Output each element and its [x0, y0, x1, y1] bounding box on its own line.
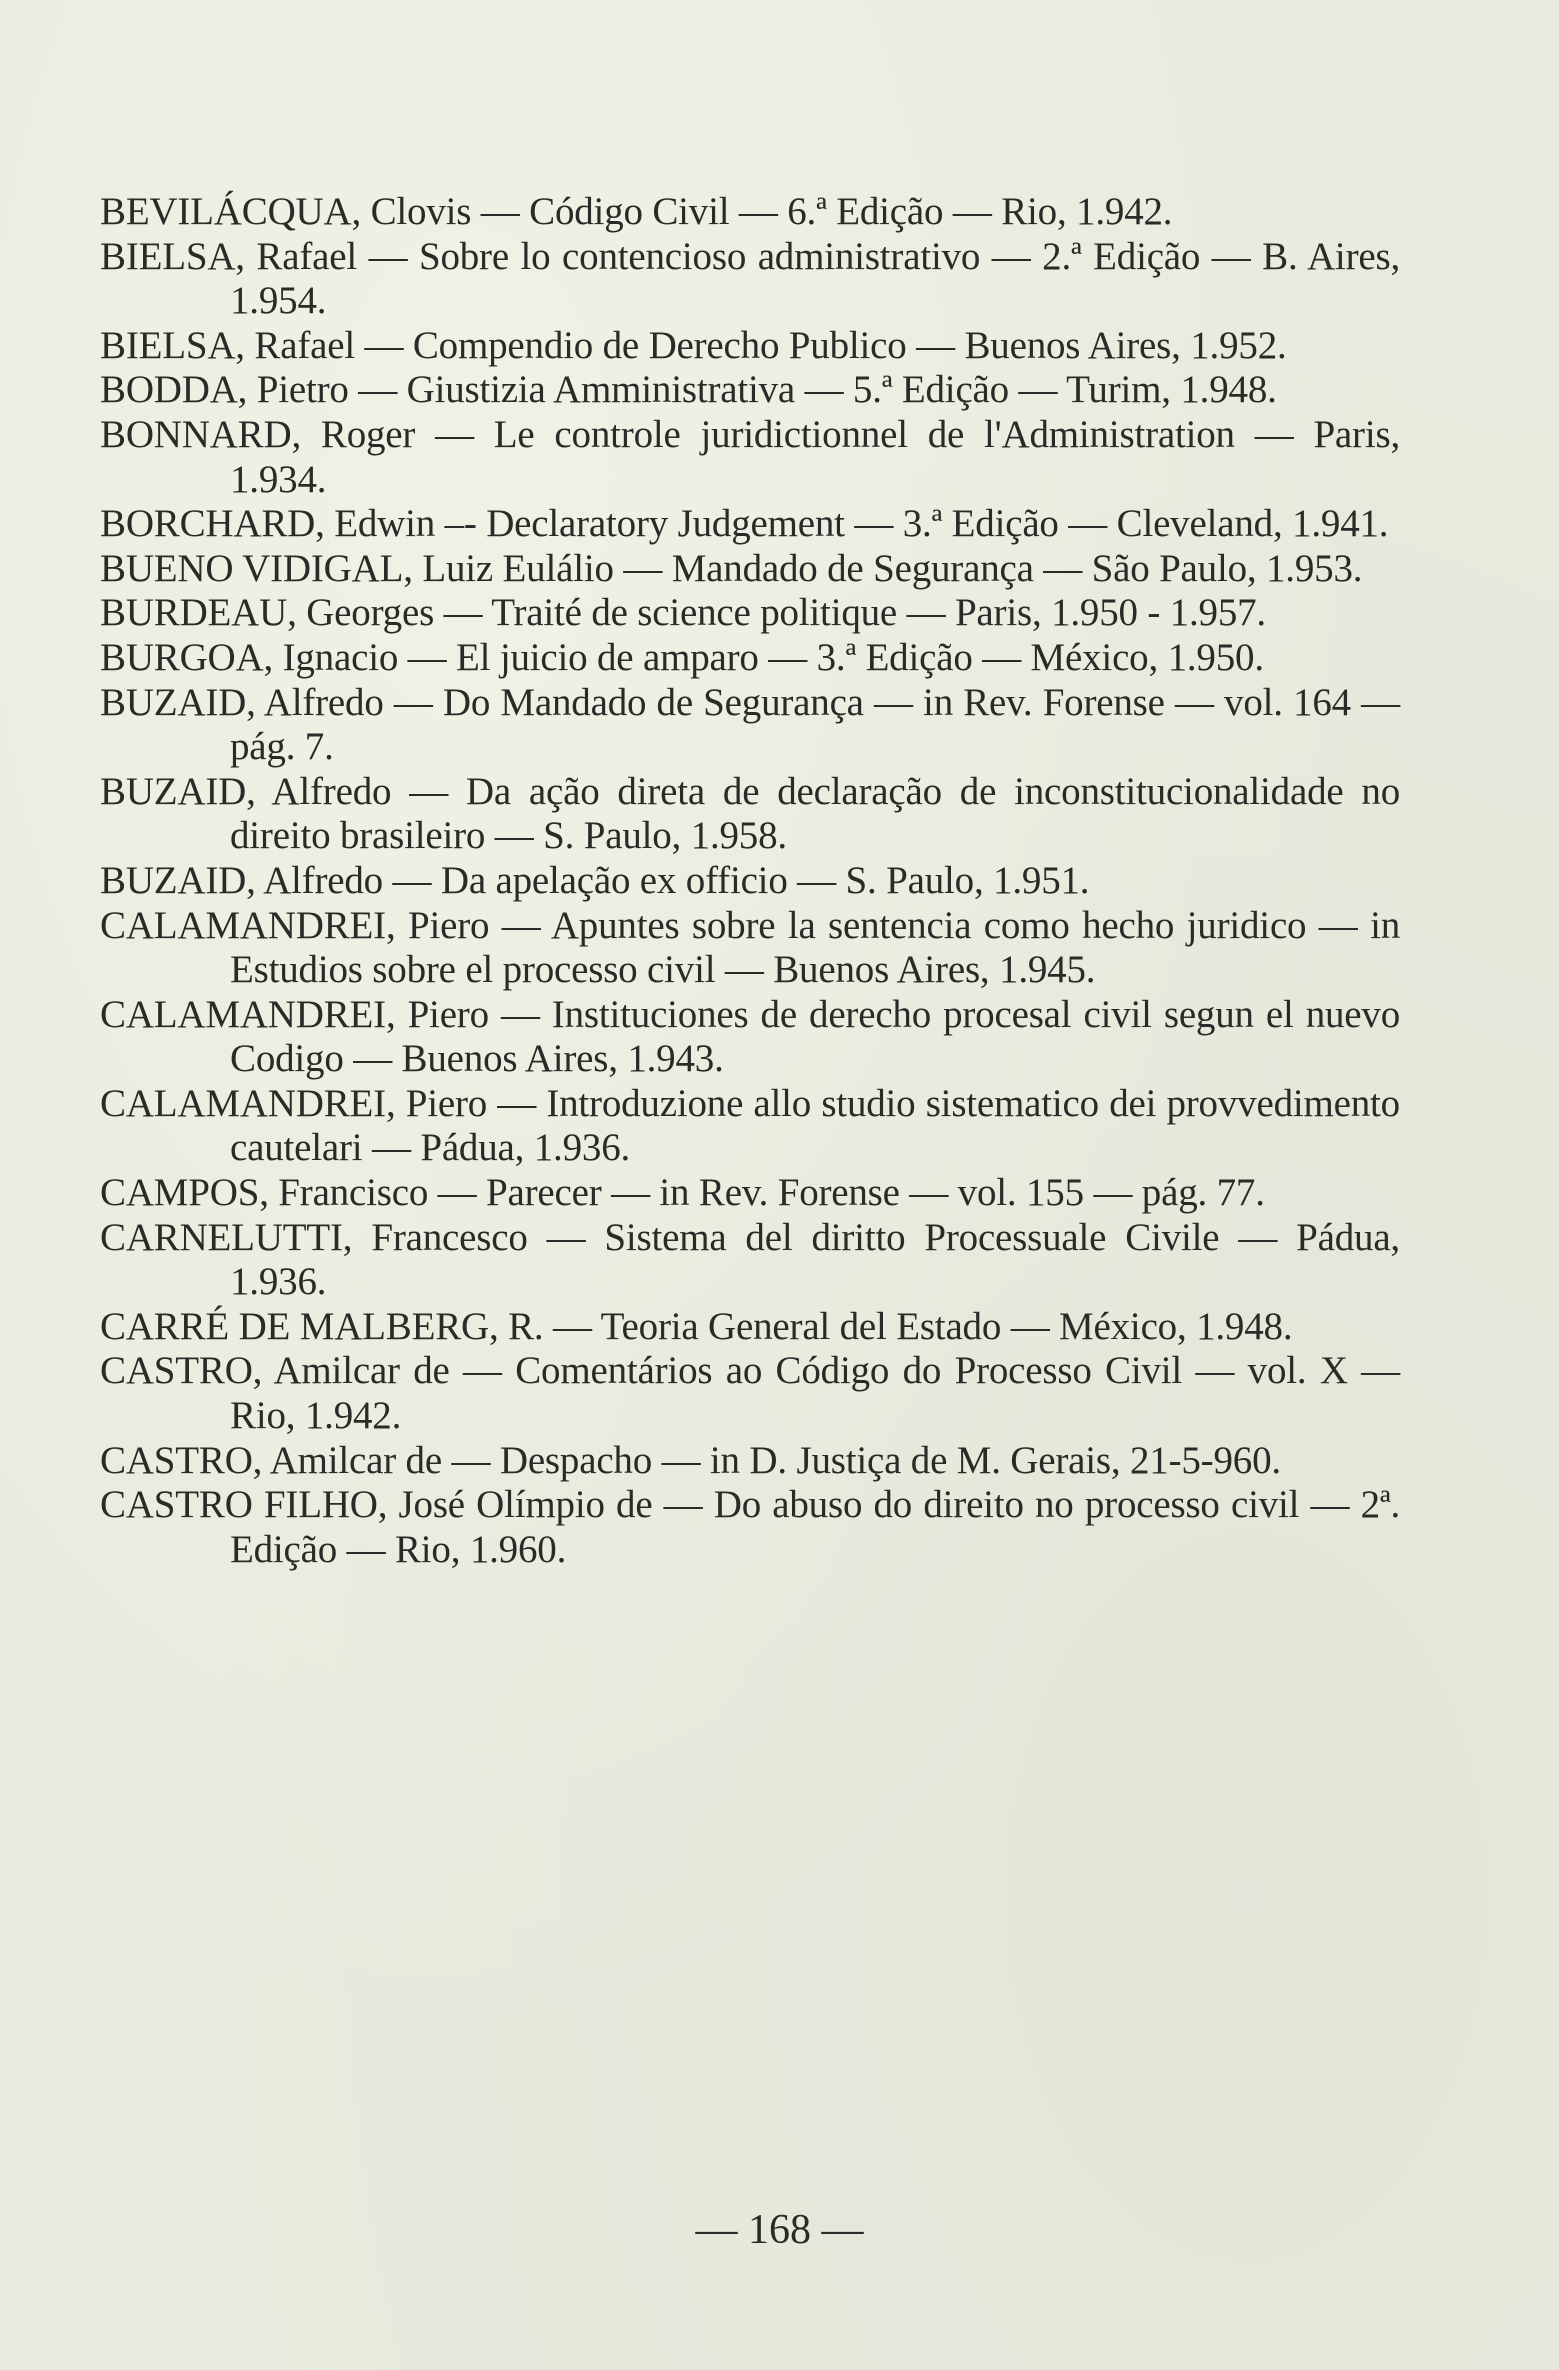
bibliography-entry: CASTRO, Amilcar de — Despacho — in D. Justiça de M. Gerais, 21-5-960. [100, 1438, 1281, 1482]
page-number: — 168 — [695, 2207, 864, 2253]
bibliography-entry: BEVILÁCQUA, Clovis — Código Civil — 6.ª Edição — Rio, 1.942. [100, 190, 1173, 233]
bibliography-entry: BUZAID, Alfredo — Da apelação ex officio — S. Paulo, 1.951. [100, 858, 1090, 902]
bibliography-entry: BONNARD, Roger — Le controle juridictionnel de l'Administration — Paris, 1.934. [100, 412, 1400, 501]
bibliography-list [100, 190, 1400, 1572]
bibliography-entry: CALAMANDREI, Piero — Apuntes sobre la sentencia como hecho juridico — in Estudios sobre el processo civil — Buenos Aires, 1.945. [100, 903, 1400, 992]
bibliography-entry: CASTRO, Amilcar de — Comentários ao Código do Processo Civil — vol. X — Rio, 1.942. [100, 1349, 1400, 1438]
bibliography-entry: CARNELUTTI, Francesco — Sistema del diritto Processuale Civile — Pádua, 1.936. [100, 1215, 1400, 1304]
bibliography-entry: CASTRO FILHO, José Olímpio de — Do abuso do direito no processo civil — 2ª. Edição — Rio, 1.960. [100, 1483, 1400, 1571]
bibliography-entry: BUZAID, Alfredo — Do Mandado de Segurança — in Rev. Forense — vol. 164 — pág. 7. [100, 680, 1400, 769]
bibliography-entry: CALAMANDREI, Piero — Instituciones de derecho procesal civil segun el nuevo Codigo — Buenos Aires, 1.943. [100, 992, 1400, 1081]
bibliography-entry: BIELSA, Rafael — Compendio de Derecho Publico — Buenos Aires, 1.952. [100, 323, 1287, 367]
bibliography-entry: BORCHARD, Edwin –- Declaratory Judgement — 3.ª Edição — Cleveland, 1.941. [100, 502, 1389, 546]
bibliography-entry: CAMPOS, Francisco — Parecer — in Rev. Forense — vol. 155 — pág. 77. [100, 1171, 1265, 1215]
bibliography-entry: BUZAID, Alfredo — Da ação direta de declaração de inconstitucionalidade no direito brasileiro — S. Paulo, 1.958. [100, 769, 1400, 858]
bibliography-entry: BURDEAU, Georges — Traité de science politique — Paris, 1.950 - 1.957. [100, 591, 1266, 635]
bibliography-entry: BURGOA, Ignacio — El juicio de amparo — 3.ª Edição — México, 1.950. [100, 635, 1264, 679]
bibliography-entry: BUENO VIDIGAL, Luiz Eulálio — Mandado de Segurança — São Paulo, 1.953. [100, 546, 1363, 590]
bibliography-entry: CARRÉ DE MALBERG, R. — Teoria General del Estado — México, 1.948. [100, 1304, 1293, 1348]
bibliography-entry: BODDA, Pietro — Giustizia Amministrativa — 5.ª Edição — Turim, 1.948. [100, 368, 1277, 412]
bibliography-entry: BIELSA, Rafael — Sobre lo contencioso administrativo — 2.ª Edição — B. Aires, 1.954. [100, 234, 1400, 323]
bibliography-entry: CALAMANDREI, Piero — Introduzione allo studio sistematico dei provvedimento cautelari — Pádua, 1.936. [100, 1081, 1400, 1170]
